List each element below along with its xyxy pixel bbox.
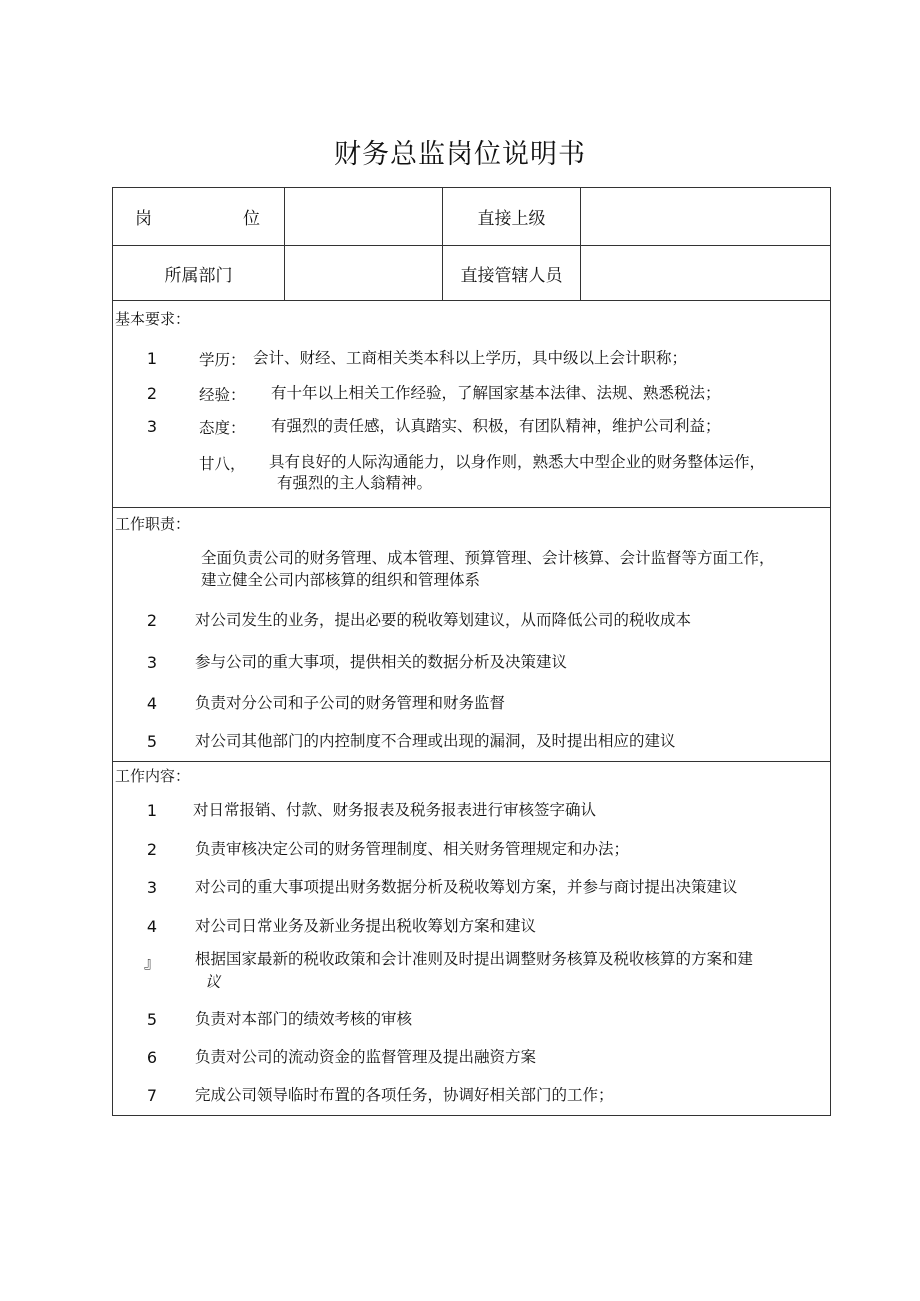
requirement-label: 经验： (199, 386, 246, 404)
requirement-text: 有十年以上相关工作经验，了解国家基本法律、法规、熟悉税法； (271, 384, 721, 402)
requirement-label: 态度： (199, 419, 246, 437)
requirement-num: 1 (146, 349, 158, 368)
content-num: 1 (146, 801, 158, 820)
section-divider (113, 507, 830, 508)
duty-num: 3 (146, 653, 158, 672)
department-value[interactable] (285, 246, 442, 300)
department-label: 所属部门 (164, 265, 233, 286)
content-num: 5 (146, 1010, 158, 1029)
requirement-text: 具有良好的人际沟通能力，以身作则，熟悉大中型企业的财务整体运作， (269, 453, 766, 471)
subordinates-value[interactable] (581, 246, 830, 300)
content-num: 7 (146, 1086, 158, 1105)
requirement-text: 有强烈的责任感，认真踏实、积极，有团队精神，维护公司利益； (271, 417, 721, 435)
job-description-table (112, 187, 831, 1116)
requirement-num: 2 (146, 384, 158, 403)
content-text-continued: 议 (205, 973, 221, 991)
requirement-text: 会计、财经、工商相关类本科以上学历，具中级以上会计职称； (253, 349, 688, 367)
position-label-left: 岗 (135, 209, 152, 229)
duty-text: 负责对分公司和子公司的财务管理和财务监督 (195, 694, 506, 712)
requirement-label: 甘八， (199, 455, 246, 473)
content-text: 对日常报销、付款、财务报表及税务报表进行审核签字确认 (193, 801, 597, 819)
position-value[interactable] (285, 188, 442, 245)
page-title: 财务总监岗位说明书 (334, 139, 586, 170)
requirement-label: 学历： (199, 351, 246, 369)
requirement-text-continued: 有强烈的主人翁精神。 (277, 474, 433, 492)
duties-label: 工作职责： (115, 515, 191, 533)
section-divider (113, 761, 830, 762)
content-text: 对公司日常业务及新业务提出税收筹划方案和建议 (195, 917, 537, 935)
superior-value[interactable] (581, 188, 830, 245)
duty-text: 全面负责公司的财务管理、成本管理、预算管理、会计核算、会计监督等方面工作， (201, 549, 775, 567)
requirements-label: 基本要求： (115, 310, 191, 328)
content-num: 』 (143, 953, 160, 972)
content-text: 对公司的重大事项提出财务数据分析及税收筹划方案，并参与商讨提出决策建议 (195, 878, 738, 896)
content-text: 负责对本部门的绩效考核的审核 (195, 1010, 413, 1028)
duty-text: 对公司发生的业务，提出必要的税收筹划建议，从而降低公司的税收成本 (195, 611, 692, 629)
duty-num: 2 (146, 611, 158, 630)
content-num: 4 (146, 917, 158, 936)
content-text: 负责审核决定公司的财务管理制度、相关财务管理规定和办法； (195, 840, 630, 858)
row-divider (113, 300, 830, 301)
content-label: 工作内容： (115, 767, 191, 785)
superior-label: 直接上级 (477, 209, 546, 229)
duty-text: 参与公司的重大事项，提供相关的数据分析及决策建议 (195, 653, 568, 671)
content-num: 3 (146, 878, 158, 897)
requirement-num: 3 (146, 417, 158, 436)
content-num: 6 (146, 1048, 158, 1067)
position-label-right: 位 (243, 209, 260, 229)
duty-num: 4 (146, 694, 158, 713)
content-text: 负责对公司的流动资金的监督管理及提出融资方案 (195, 1048, 537, 1066)
content-num: 2 (146, 840, 158, 859)
content-text: 根据国家最新的税收政策和会计准则及时提出调整财务核算及税收核算的方案和建 (195, 950, 754, 968)
content-text: 完成公司领导临时布置的各项任务，协调好相关部门的工作； (195, 1086, 614, 1104)
duty-text-continued: 建立健全公司内部核算的组织和管理体系 (201, 571, 481, 589)
subordinates-label: 直接管辖人员 (460, 265, 563, 286)
duty-num: 5 (146, 732, 158, 751)
duty-text: 对公司其他部门的内控制度不合理或出现的漏洞，及时提出相应的建议 (195, 732, 676, 750)
